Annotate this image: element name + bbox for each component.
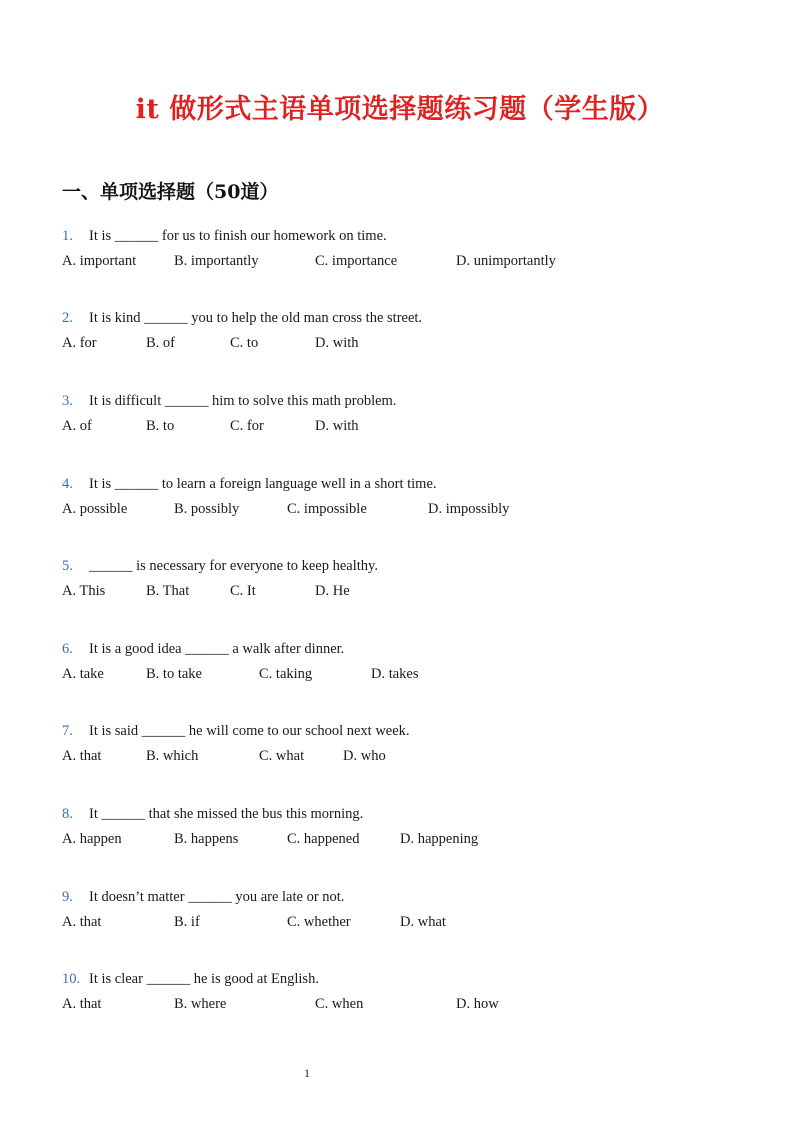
option-d: D. with [315, 335, 359, 351]
question-number: 9. [62, 889, 73, 905]
option-b: B. to take [146, 666, 202, 682]
question-number: 10. [62, 971, 81, 987]
option-b: B. That [146, 583, 190, 599]
question-number: 3. [62, 393, 73, 409]
option-a: A. that [62, 748, 102, 764]
option-d: D. how [456, 996, 499, 1012]
options-row [62, 993, 762, 1015]
question-text: It is kind ______ you to help the old man cross the street. [89, 310, 423, 326]
option-b: B. happens [174, 831, 239, 847]
option-d: D. who [343, 748, 386, 764]
question-text: It is ______ to learn a foreign language well in a short time. [89, 476, 437, 492]
page-number: 1 [304, 1066, 310, 1080]
option-c: C. It [230, 583, 256, 599]
option-a: A. that [62, 914, 102, 930]
option-c: C. for [230, 418, 264, 434]
option-a: A. that [62, 996, 102, 1012]
question-3 [62, 390, 762, 437]
option-b: B. importantly [174, 253, 259, 269]
question-text: It is clear ______ he is good at English. [89, 971, 319, 987]
option-c: C. when [315, 996, 364, 1012]
option-d: D. impossibly [428, 501, 510, 517]
question-text: It is difficult ______ him to solve this math problem. [89, 393, 397, 409]
option-b: B. where [174, 996, 227, 1012]
option-d: D. with [315, 418, 359, 434]
options-row [62, 663, 762, 685]
options-row [62, 580, 762, 602]
option-a: A. for [62, 335, 97, 351]
section-heading: 一、单项选择题（50道） [62, 181, 279, 203]
option-c: C. what [259, 748, 305, 764]
question-4 [62, 473, 762, 520]
option-b: B. to [146, 418, 175, 434]
option-c: C. happened [287, 831, 360, 847]
question-text: ______ is necessary for everyone to keep healthy. [89, 558, 378, 574]
question-text: It is said ______ he will come to our school next week. [89, 723, 410, 739]
question-8 [62, 803, 762, 850]
question-2 [62, 307, 762, 354]
question-number: 8. [62, 806, 73, 822]
question-text: It is ______ for us to finish our homework on time. [89, 228, 387, 244]
option-c: C. impossible [287, 501, 367, 517]
question-10 [62, 968, 762, 1015]
options-row [62, 911, 762, 933]
question-number: 2. [62, 310, 73, 326]
question-5 [62, 555, 762, 602]
options-row [62, 745, 762, 767]
option-d: D. what [400, 914, 446, 930]
question-number: 1. [62, 228, 73, 244]
option-b: B. possibly [174, 501, 240, 517]
option-a: A. important [62, 253, 137, 269]
option-c: C. importance [315, 253, 398, 269]
option-d: D. takes [371, 666, 419, 682]
option-d: D. He [315, 583, 350, 599]
question-text: It is a good idea ______ a walk after dinner. [89, 641, 345, 657]
option-b: B. if [174, 914, 200, 930]
options-row [62, 250, 762, 272]
option-b: B. which [146, 748, 199, 764]
options-row [62, 415, 762, 437]
option-c: C. whether [287, 914, 351, 930]
option-d: D. unimportantly [456, 253, 556, 269]
question-9 [62, 886, 762, 933]
option-d: D. happening [400, 831, 479, 847]
document-title: it 做形式主语单项选择题练习题（学生版） [135, 94, 665, 125]
question-number: 4. [62, 476, 73, 492]
question-text: It doesn’t matter ______ you are late or not. [89, 889, 345, 905]
option-c: C. taking [259, 666, 313, 682]
option-a: A. This [62, 583, 106, 599]
option-a: A. possible [62, 501, 128, 517]
option-a: A. happen [62, 831, 122, 847]
question-text: It ______ that she missed the bus this morning. [89, 806, 364, 822]
question-number: 6. [62, 641, 73, 657]
options-row [62, 828, 762, 850]
option-a: A. of [62, 418, 92, 434]
option-a: A. take [62, 666, 104, 682]
option-b: B. of [146, 335, 175, 351]
question-number: 5. [62, 558, 73, 574]
options-row [62, 332, 762, 354]
question-1 [62, 225, 762, 272]
question-number: 7. [62, 723, 73, 739]
question-6 [62, 638, 762, 685]
option-c: C. to [230, 335, 259, 351]
options-row [62, 498, 762, 520]
question-7 [62, 720, 762, 767]
